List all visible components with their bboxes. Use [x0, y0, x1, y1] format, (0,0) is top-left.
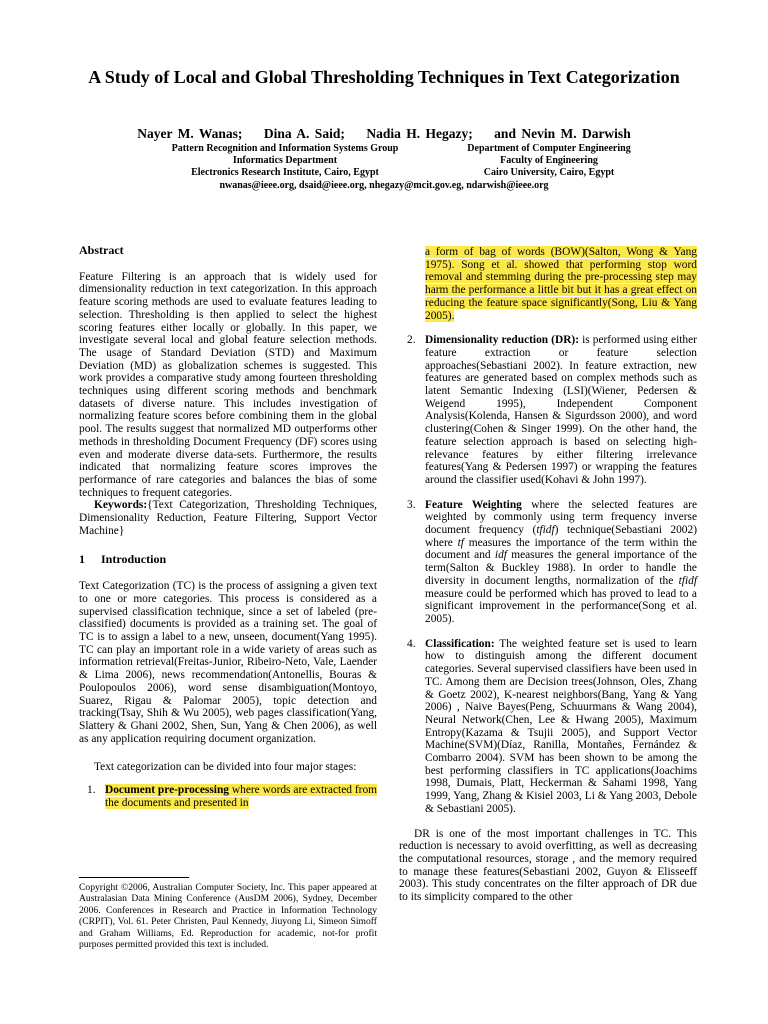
item-label: Document pre-processing: [105, 784, 229, 797]
right-column: [399, 246, 697, 904]
abstract-heading: Abstract: [79, 243, 124, 257]
item-text: measures the importance of the term within the document and: [425, 536, 697, 562]
affiliation-line: Informatics Department: [232, 155, 338, 166]
footnote-rule: [79, 877, 189, 878]
affiliation-line: Department of Computer Engineering: [467, 143, 631, 154]
section-title: Introduction: [101, 552, 167, 567]
author-list: Nayer M. Wanas; Dina A. Said; Nadia H. Hegazy; and Nevin M. Darwish: [137, 126, 631, 141]
math-term: tfidf: [536, 524, 555, 537]
item-label: Dimensionality reduction (DR):: [425, 334, 580, 347]
dr-paragraph: DR is one of the most important challenges in TC. This reduction is necessary to avoid overfitting, as well as decreasing the computational resources, storage , and the memory required to manage these features(Sebastiani 2002, Guyon & Elisseeff 2003). This study concentrates on the filter approach of DR due to its simplicity compared to the other: [399, 827, 697, 904]
keywords-label: Keywords:: [94, 499, 148, 512]
abstract-body: Feature Filtering is an approach that is widely used for dimensionality reduction in text categorization. In this approach feature scoring methods are used to evaluate features leading to selection. Thresholding is then applied to select the highest scoring features either locally or globally. In this paper, we investigate several local and global feature selection methods. The usage of Standard Deviation (STD) and Maximum Deviation (MD) as globalization schemes is suggested. This work provides a comparative study among fourteen thresholding techniques using different scoring methods and benchmark datasets of diverse nature. This includes investigation of normalizing feature scores before combining them in the global pool. The results suggest that normalized MD outperforms other methods in thresholding Document Frequency (DF) scores using even and moderate diverse data-sets. Furthermore, the results indicated that normalizing feature scores improves the performance of rare categories and balances the bias of some techniques to frequent categories.: [79, 270, 377, 499]
section-number: 1: [79, 552, 85, 567]
list-number: 4.: [407, 637, 416, 650]
list-number: 3.: [407, 498, 416, 511]
intro-paragraph-1: Text Categorization (TC) is the process of assigning a given text to one or more categories. This process is considered as a supervised classification technique, since a set of labeled (pre-classified) documents is provided as a training set. The goal of TC is to assign a label to a new, unseen, document(Yang 1995). TC can play an important role in a wide variety of areas such as information retrieval(Freitas-Junior, Ribeiro-Neto, Vale, Laender & Lima 2006), news recommendation(Antonellis, Bouras & Poulopoulos 2006), word sense disambiguation(Montoyo, Suarez, Rigau & Palomar 2005), topic detection and tracking(Tsay, Shih & Wu 2005), web pages classification(Yang, Slattery & Ghani 2002, Shen, Sun, Yang & Chen 2006), as well as any application requiring document organization.: [79, 580, 377, 745]
keywords-text: {Text Categorization, Thresholding Techniques, Dimensionality Reduction, Feature Filtering, Support Vector Machine}: [79, 499, 377, 537]
item-label: Feature Weighting: [425, 498, 522, 511]
affiliation-line: Cairo University, Cairo, Egypt: [483, 167, 615, 178]
item-text: measure could be performed which has proved to lead to a significant improvement in the performance(Song et al. 2005).: [425, 587, 697, 625]
highlighted-text: [105, 784, 377, 809]
highlighted-text: a form of bag of words (BOW)(Salton, Wong & Yang 1975). Song et al. showed that performing stop word removal and stemming during the pre-processing step may harm the performance a little bit but it has a great effect on reducing the feature space significantly(Song, Liu & Yang 2005).: [425, 246, 697, 322]
list-item: [399, 638, 697, 816]
copyright-footnote: Copyright ©2006, Australian Computer Society, Inc. This paper appeared at Australasian Data Mining Conference (AusDM 2006), Sydney, December 2006. Conferences in Research and Practice in Information Technology (CRPIT), Vol. 61. Peter Christen, Paul Kennedy, Jiuyong Li, Simeon Simoff and Graham Williams, Ed. Reproduction for academic, not-for profit purposes permitted provided this text is included.: [79, 882, 377, 951]
item-text: The weighted feature set is used to learn how to distinguish among the different document categories. Several supervised classifiers have been used in TC. Among them are Decision trees(Johnson, Oles, Zhang & Goetz 2002), K-nearest neighbors(Bang, Yang & Yang 2006) , Naive Bayes(Peng, Schuurmans & Wang 2004), Neural Network(Chen, Lee & Hwang 2005), Maximum Entropy(Kazama & Tsujii 2005), and Support Vector Machine(SVM)(Díaz, Ranilla, Montañes, Fernández & Combarro 2004). SVM has been shown to be among the best performing classifiers in TC applications(Joachims 1998, Dumais, Platt, Heckerman & Sahami 1998, Yang 1999, Yang, Zhang & Kisiel 2003, Li & Yang 2003, Debole & Sebastiani 2005).: [425, 637, 697, 815]
list-item: [399, 499, 697, 626]
affiliation-right: [434, 143, 664, 179]
list-item: [399, 334, 697, 486]
item-text: ) technique(Sebastiani 2002) where: [425, 524, 697, 549]
affiliation-line: Faculty of Engineering: [500, 155, 598, 166]
paper-title: A Study of Local and Global Thresholding Techniques in Text Categorization: [88, 67, 680, 87]
intro-paragraph-2: Text categorization can be divided into four major stages:: [94, 761, 357, 774]
section-heading-introduction: [79, 553, 377, 566]
item-label: Classification:: [425, 637, 495, 650]
list-item: [79, 784, 377, 809]
affiliation-line: Pattern Recognition and Information Systems Group: [171, 143, 399, 154]
list-number: 1.: [87, 784, 96, 797]
math-term: idf: [494, 549, 507, 562]
keywords-paragraph: [79, 499, 377, 537]
affiliation-left: [120, 143, 450, 179]
math-term: tf: [457, 536, 464, 549]
affiliation-line: Electronics Research Institute, Cairo, Egypt: [191, 167, 379, 178]
list-number: 2.: [407, 334, 416, 347]
item-text: measures the general importance of the term(Salton & Buckley 1988). In order to handle the diversity in document lengths, normalization of the: [425, 549, 697, 587]
item-text: where the selected features are weighted by commonly using term frequency inverse document frequency (: [425, 498, 698, 537]
left-column: [79, 244, 377, 809]
item-text: where words are extracted from the documents and presented in: [105, 784, 377, 809]
author-emails: nwanas@ieee.org, dsaid@ieee.org, nhegazy@mcit.gov.eg, ndarwish@ieee.org: [219, 180, 549, 191]
math-term: tfidf: [678, 574, 697, 587]
item-text: is performed using either feature extraction or feature selection approaches(Sebastiani 2002). In feature extraction, new features are generated based on complex methods such as latent Semantic Indexing (LSI)(Wiener, Pedersen & Weigend 1995), Independent Component Analysis(Kolenda, Hansen & Sigurdsson 2000), and word clustering(Cohen & Singer 1999). On the other hand, the feature selection approach is based on selecting high-relevance features by either filtering irrelevance features(Yang & Pedersen 1997) or wrapping the features around the classifier used(Kohavi & John 1997).: [425, 334, 697, 486]
list-item-continuation: [399, 246, 697, 322]
